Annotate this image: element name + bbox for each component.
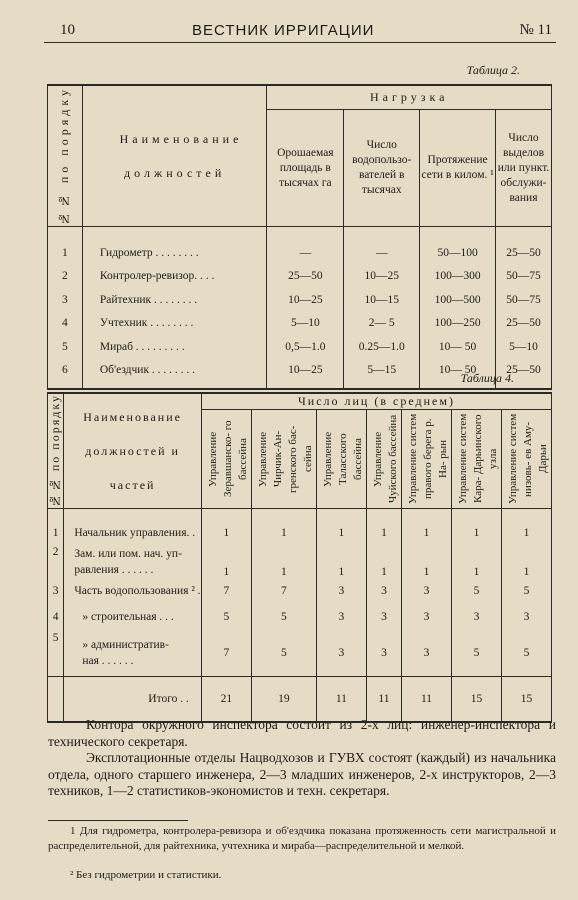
table2-subheader: Число водопользо- вателей в тысячах <box>344 110 420 227</box>
table2-caption: Таблица 2. <box>466 63 520 77</box>
body-paragraph: Эксплотационные отделы Нацводхозов и ГУВХ состоят (каждый) из начальника отдела, одного старшего инженера, 2—3 младших инженеров, 2-х инструкторов, 2—3 техников, 1—2 статистиков-экономистов и техн. секретаря. <box>48 750 556 798</box>
table4 <box>47 392 552 723</box>
journal-title: ВЕСТНИК ИРРИГАЦИИ <box>192 22 375 39</box>
table-row: 2 Зам. или пом. нач. уп- равления . . . . . . 1 1 1 1 1 1 1 <box>48 546 552 578</box>
table2-col-name: Наименование должностей <box>82 85 267 227</box>
table2 <box>47 84 552 390</box>
table4-caption: Таблица 4. <box>460 371 514 385</box>
table4-subheader: Управление Таласского бассейна <box>316 410 366 509</box>
footnote: 1 Для гидрометра, контролера-ревизора и об'ездчика показана протяженность сети магистральной и распределительной, для райтехника, учтехника и мираба—распределительной и мелкой. <box>48 825 556 852</box>
table4-subheader: Управление Чирчик-Ан- гренского бас- сейна <box>251 410 316 509</box>
table4-col-num: №№ по порядку <box>48 394 63 509</box>
page-number: 10 <box>60 22 75 38</box>
table2-subheader: Число выделов или пункт. обслужи- вания <box>496 110 552 227</box>
table2-group-header: Нагрузка <box>267 85 552 110</box>
table2-subheader: Протяжение сети в килом. ¹ <box>420 110 496 227</box>
table-row: 1 Гидрометр . . . . . . . . — — 50—100 25—50 <box>48 241 552 265</box>
header-rule <box>44 42 556 43</box>
body-paragraph: Контора окружного инспектора состоит из 2-х лиц: инженер-инспектора и технического секретаря. <box>48 717 556 749</box>
table-row: 3 Часть водопользования ² . 7 7 3 3 3 5 5 <box>48 578 552 604</box>
table-row: 4 » строительная . . . 5 5 3 3 3 3 3 <box>48 604 552 630</box>
table2-subheader: Орошаемая площадь в тысячах га <box>267 110 344 227</box>
table-row: 2 Контролер-ревизор. . . . 25—50 10—25 100—300 50—75 <box>48 265 552 289</box>
table4-subheader: Управление систем Кара- Дарьинского узла <box>451 410 501 509</box>
table4-subheader: Управление систем правого берега р. На- рын <box>401 410 451 509</box>
table-row: 5 Мираб . . . . . . . . . 0,5—1.0 0.25—1.0 10— 50 5—10 <box>48 335 552 359</box>
table2-col-num: №№ по порядку <box>48 85 83 227</box>
table4-subheader: Управление Чуйского бассейна <box>366 410 401 509</box>
table4-subheader: Управление Зеравшанско- го бассейна <box>201 410 251 509</box>
table4-group-header: Число лиц (в среднем) <box>201 393 551 410</box>
issue-number: № 11 <box>519 22 552 38</box>
running-header <box>44 22 556 42</box>
table4-subheader: Управление систем низовь- ев Аму-Дарьи <box>501 410 551 509</box>
table-row: 4 Учтехник . . . . . . . . 5—10 2— 5 100—250 25—50 <box>48 312 552 336</box>
table-row: 6 Об'ездчик . . . . . . . . 10—25 5—15 10— 50 25—50 <box>48 359 552 383</box>
table-row: 5 » административ- ная . . . . . . 7 5 3 3 3 5 5 <box>48 630 552 677</box>
table-total-row: Итого . . 21 19 11 11 11 15 15 <box>48 677 552 723</box>
table4-col-name: Наименование должностей и частей <box>64 393 202 509</box>
footnote-rule <box>48 820 188 821</box>
table-row: 3 Райтехник . . . . . . . . 10—25 10—15 100—500 50—75 <box>48 288 552 312</box>
table-row: 1 Начальник управления. . 1 1 1 1 1 1 1 <box>48 519 552 546</box>
footnote: ² Без гидрометрии и статистики. <box>70 869 222 881</box>
